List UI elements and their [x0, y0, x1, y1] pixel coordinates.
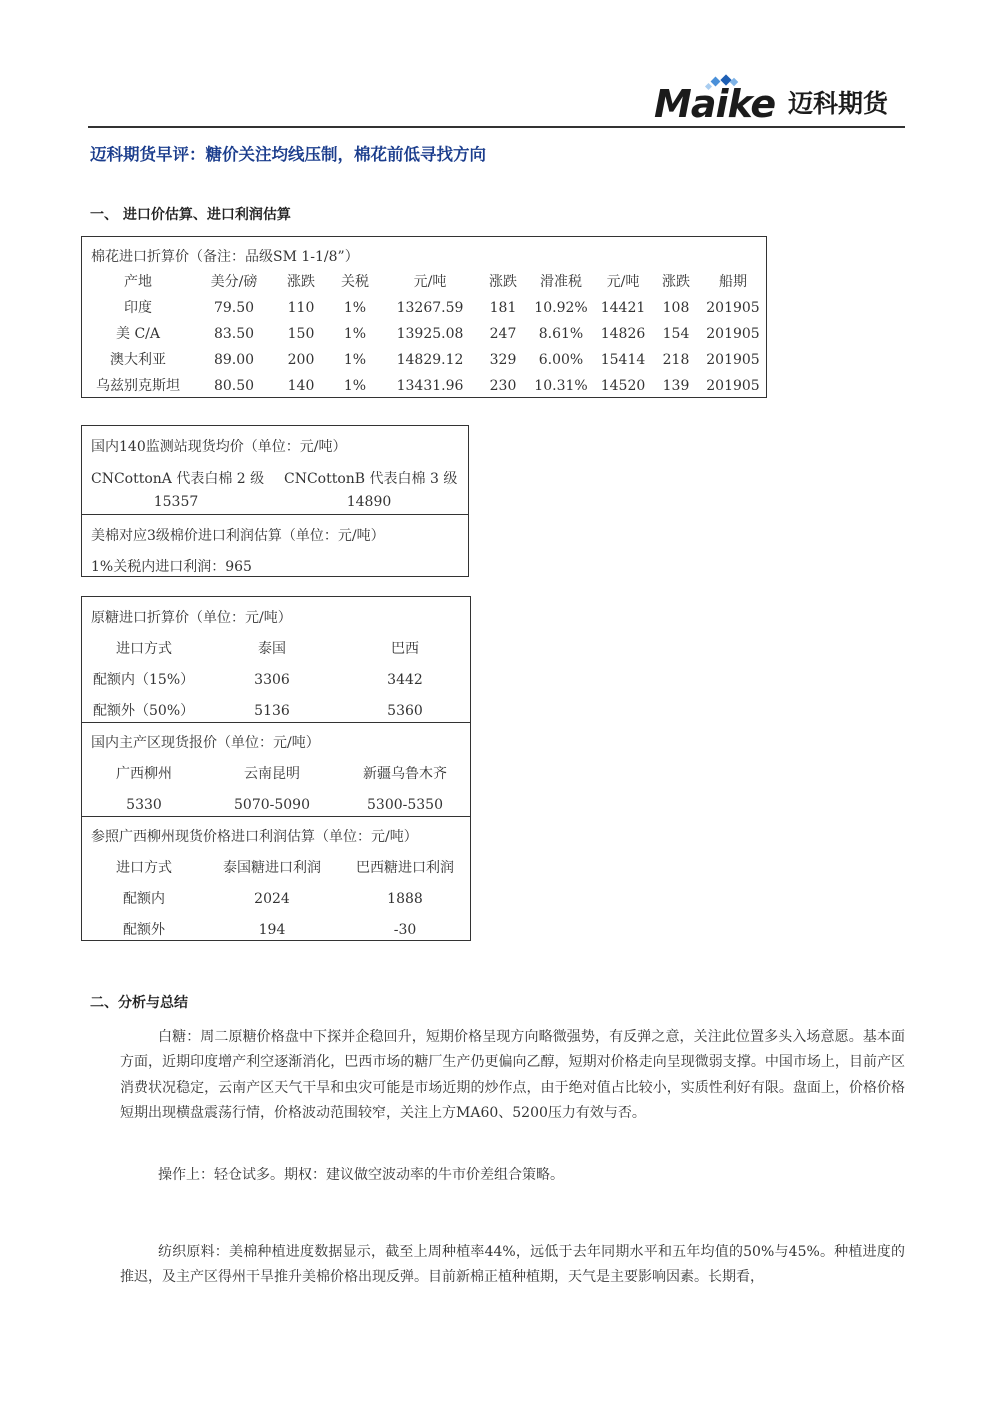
- table-cell: 3442: [387, 672, 423, 688]
- paragraph-sugar-operation: 操作上：轻仓试多。期权：建议做空波动率的牛市价差组合策略。: [158, 1167, 564, 1183]
- table-cell: 14520: [600, 378, 646, 394]
- cotton-profit-title: 美棉对应3级棉价进口利润估算（单位：元/吨）: [91, 528, 385, 544]
- table-header-cell: 涨跌: [662, 274, 690, 290]
- table-cell: 2024: [254, 891, 290, 907]
- table-cell: 89.00: [213, 352, 255, 368]
- cncotton-a-label: CNCottonA 代表白棉 2 级: [91, 471, 265, 487]
- table-header-cell: 新疆乌鲁木齐: [363, 766, 447, 782]
- domestic-cotton-table: [81, 425, 469, 577]
- table-header-cell: 广西柳州: [116, 766, 172, 782]
- table-header-cell: 关税: [341, 274, 369, 290]
- table-cell: 5330: [126, 797, 162, 813]
- cotton-profit-value: 1%关税内进口利润：965: [91, 559, 252, 575]
- sugar-import-title: 原糖进口折算价（单位：元/吨）: [91, 610, 292, 626]
- table-header-cell: 美分/磅: [210, 274, 258, 290]
- table-cell: 10.92%: [534, 300, 588, 316]
- table-cell: 150: [287, 326, 315, 342]
- table-cell: 1%: [343, 352, 367, 368]
- logo-company-name: 迈科期货: [788, 89, 889, 118]
- table-cell: 80.50: [213, 378, 255, 394]
- table-cell: 329: [489, 352, 517, 368]
- document-title: 迈科期货早评：糖价关注均线压制，棉花前低寻找方向: [90, 145, 486, 164]
- cncotton-a-value: 15357: [153, 494, 199, 510]
- table-cell: 13267.59: [396, 300, 464, 316]
- table-header-cell: 涨跌: [287, 274, 315, 290]
- table-header-cell: 泰国: [258, 641, 286, 657]
- sugar-profit-title: 参照广西柳州现货价格进口利润估算（单位：元/吨）: [91, 829, 418, 845]
- company-logo: [650, 74, 905, 126]
- table-cell: 110: [287, 300, 315, 316]
- table-cell: 14826: [600, 326, 646, 342]
- table-cell: 乌兹别克斯坦: [96, 378, 180, 394]
- table-cell: 印度: [124, 300, 152, 316]
- table-cell: 181: [489, 300, 517, 316]
- table-cell: 79.50: [213, 300, 255, 316]
- table-cell: -30: [393, 922, 417, 938]
- table-header-cell: 泰国糖进口利润: [223, 860, 321, 876]
- table-cell: 配额内（15%）: [93, 672, 195, 688]
- table-cell: 13431.96: [396, 378, 464, 394]
- table-cell: 5070-5090: [234, 797, 310, 813]
- table-cell: 1%: [343, 300, 367, 316]
- logo-wordmark: Maike: [654, 82, 776, 126]
- table-cell: 10.31%: [534, 378, 588, 394]
- table-cell: 5360: [387, 703, 423, 719]
- cncotton-b-label: CNCottonB 代表白棉 3 级: [284, 471, 458, 487]
- table-header-cell: 元/吨: [413, 274, 447, 290]
- section-heading-1: 一、 进口价估算、进口利润估算: [90, 207, 291, 223]
- table-cell: 194: [258, 922, 286, 938]
- table-cell: 5300-5350: [367, 797, 443, 813]
- cotton-import-title: 棉花进口折算价（备注：品级SM 1-1/8”）: [91, 249, 359, 265]
- table-cell: 230: [489, 378, 517, 394]
- table-cell: 108: [662, 300, 690, 316]
- table-cell: 201905: [706, 378, 760, 394]
- table-cell: 247: [489, 326, 517, 342]
- table-cell: 13925.08: [396, 326, 464, 342]
- table-cell: 83.50: [213, 326, 255, 342]
- table-header-cell: 产地: [124, 274, 152, 290]
- table-header-cell: 船期: [719, 274, 747, 290]
- cotton-import-table: [81, 236, 767, 398]
- table-divider: [82, 816, 470, 817]
- table-cell: 配额内: [123, 891, 165, 907]
- table-cell: 200: [287, 352, 315, 368]
- section-heading-2: 二、分析与总结: [90, 995, 188, 1011]
- table-cell: 1888: [387, 891, 423, 907]
- table-header-cell: 巴西: [391, 641, 419, 657]
- table-header-cell: 云南昆明: [244, 766, 300, 782]
- table-cell: 154: [662, 326, 690, 342]
- table-cell: 3306: [254, 672, 290, 688]
- sugar-table: [81, 596, 471, 941]
- table-header-cell: 涨跌: [489, 274, 517, 290]
- paragraph-textile-analysis: 纺织原料：美棉种植进度数据显示，截至上周种植率44%，远低于去年同期水平和五年均值的50%与45%。种植进度的推迟，及主产区得州干旱推升美棉价格出现反弹。目前新棉正植种植期，天气是主要影响因素。长期看，: [120, 1244, 905, 1286]
- table-cell: 14829.12: [396, 352, 464, 368]
- table-cell: 201905: [706, 326, 760, 342]
- table-cell: 14421: [600, 300, 646, 316]
- table-header-cell: 进口方式: [116, 641, 172, 657]
- sugar-spot-title: 国内主产区现货报价（单位：元/吨）: [91, 735, 320, 751]
- cncotton-b-value: 14890: [346, 494, 392, 510]
- table-cell: 8.61%: [538, 326, 584, 342]
- table-cell: 澳大利亚: [110, 352, 166, 368]
- table-cell: 218: [662, 352, 690, 368]
- table-cell: 140: [287, 378, 315, 394]
- table-header-cell: 巴西糖进口利润: [356, 860, 454, 876]
- table-header-cell: 进口方式: [116, 860, 172, 876]
- table-divider: [82, 722, 470, 723]
- header-divider: [88, 126, 905, 128]
- domestic-cotton-title: 国内140监测站现货均价（单位：元/吨）: [91, 439, 347, 455]
- table-cell: 201905: [706, 352, 760, 368]
- table-cell: 美 C/A: [116, 326, 160, 342]
- table-divider: [82, 514, 468, 515]
- table-header-cell: 元/吨: [606, 274, 640, 290]
- table-cell: 201905: [706, 300, 760, 316]
- table-header-cell: 滑准税: [540, 274, 582, 290]
- table-cell: 139: [662, 378, 690, 394]
- table-cell: 配额外: [123, 922, 165, 938]
- table-cell: 1%: [343, 326, 367, 342]
- table-cell: 配额外（50%）: [93, 703, 195, 719]
- table-cell: 15414: [600, 352, 646, 368]
- table-cell: 1%: [343, 378, 367, 394]
- table-cell: 5136: [254, 703, 290, 719]
- table-cell: 6.00%: [538, 352, 584, 368]
- paragraph-sugar-analysis: 白糖：周二原糖价格盘中下探并企稳回升，短期价格呈现方向略微强势，有反弹之意，关注此位置多头入场意愿。基本面方面，近期印度增产利空逐渐消化，巴西市场的糖厂生产仍更偏向乙醇，短期对价格走向呈现微弱支撑。中国市场上，目前产区消费状况稳定，云南产区天气干旱和虫灾可能是市场近期的炒作点，由于绝对值占比较小，实质性利好有限。盘面上，价格价格短期出现横盘震荡行情，价格波动范围较窄，关注上方MA60、5200压力有效与否。: [120, 1029, 905, 1122]
